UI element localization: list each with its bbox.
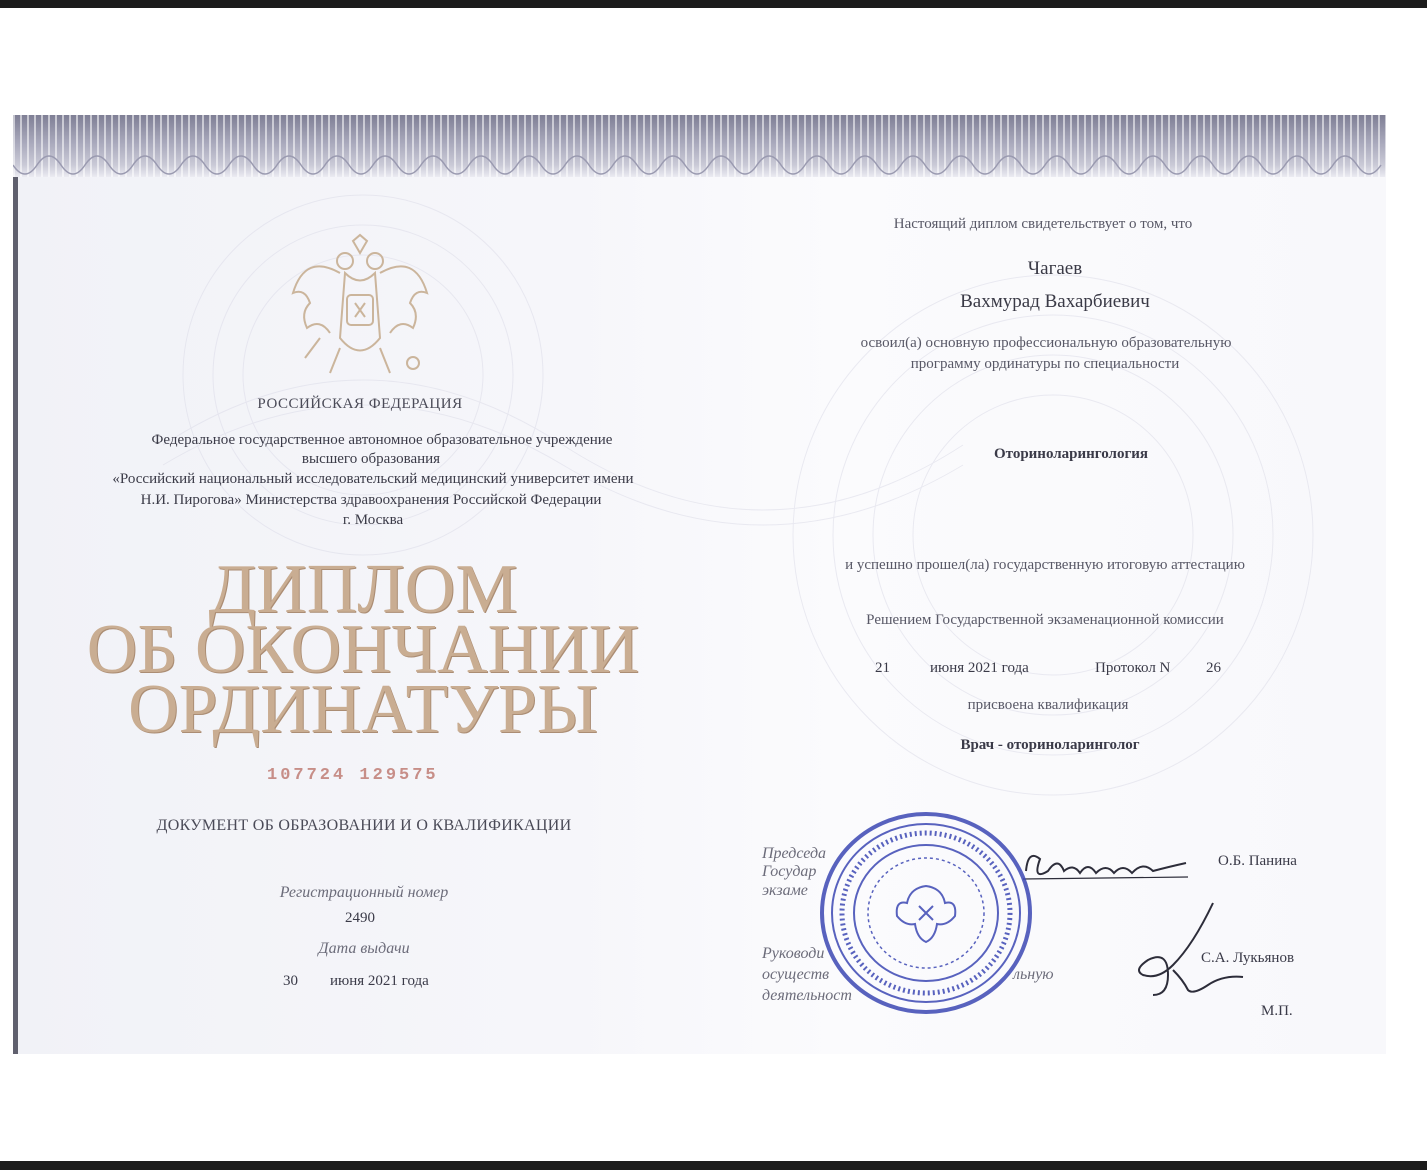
graduate-given-names: Вахмурад Вахарбиевич: [960, 291, 1150, 312]
issue-date-month-year: июня 2021 года: [330, 973, 429, 989]
head-title-line-2: осуществ: [762, 966, 830, 983]
institution-line-2: высшего образования: [301, 451, 441, 467]
attestation-text: и успешно прошел(ла) государственную итоговую аттестацию: [845, 557, 1245, 573]
institution-line-1: Федеральное государственное автономное образовательное учреждение: [151, 432, 613, 448]
bottom-dark-bar: [0, 1161, 1427, 1170]
institution-line-4: Н.И. Пирогова» Министерства здравоохранения Российской Федерации: [140, 492, 602, 508]
program-line-1: освоил(а) основную профессиональную образовательную: [860, 335, 1232, 351]
diploma-title-line-2: ОБ ОКОНЧАНИИ: [86, 611, 640, 688]
double-headed-eagle-emblem-icon: [285, 233, 435, 383]
protocol-number: 26: [1206, 660, 1221, 676]
specialty: Оториноларингология: [993, 446, 1149, 462]
program-line-2: программу ординатуры по специальности: [910, 356, 1180, 372]
chair-title-line-1: Председа: [762, 845, 827, 862]
chair-title-line-3: экзаме: [762, 882, 808, 899]
institution-line-3: «Российский национальный исследовательский медицинский университет имени: [112, 471, 634, 487]
registration-number: 2490: [345, 910, 375, 926]
qualification: Врач - оториноларинголог: [960, 737, 1140, 753]
registration-number-label: Регистрационный номер: [279, 884, 449, 901]
diploma-title-line-3: ОРДИНАТУРЫ: [128, 671, 598, 748]
serial-number: 107724 129575: [267, 766, 439, 785]
graduate-surname: Чагаев: [1027, 258, 1083, 279]
seal-place-label: М.П.: [1261, 1003, 1293, 1019]
decision-day: 21: [875, 660, 890, 676]
decision-month-year: июня 2021 года: [930, 660, 1029, 676]
head-name: С.А. Лукьянов: [1201, 950, 1295, 966]
head-title-line-1: Руководи: [762, 945, 825, 962]
country-name: РОССИЙСКАЯ ФЕДЕРАЦИЯ: [257, 396, 463, 412]
head-title-line-3: деятельност: [762, 987, 852, 1004]
frieze-wave-border: [13, 155, 1386, 185]
document-type: ДОКУМЕНТ ОБ ОБРАЗОВАНИИ И О КВАЛИФИКАЦИИ: [156, 817, 572, 834]
chair-name: О.Б. Панина: [1218, 853, 1297, 869]
diploma-title-line-1: ДИПЛОМ: [208, 551, 518, 628]
qualification-label: присвоена квалификация: [967, 697, 1129, 713]
chair-title-line-2: Государ: [762, 863, 817, 880]
official-round-stamp-icon: [815, 808, 1037, 1018]
issue-date-label: Дата выдачи: [318, 940, 410, 957]
top-dark-bar: [0, 0, 1427, 8]
head-title-tail: льную: [1013, 966, 1054, 983]
intro-text: Настоящий диплом свидетельствует о том, что: [893, 216, 1193, 232]
sheet-left-edge: [13, 175, 18, 1054]
institution-line-5: г. Москва: [342, 512, 404, 528]
issue-date-day: 30: [283, 973, 298, 989]
protocol-label: Протокол N: [1095, 660, 1171, 676]
commission-decision: Решением Государственной экзаменационной комиссии: [866, 612, 1224, 628]
head-signature-icon: [1113, 895, 1253, 1005]
diploma-sheet: [13, 115, 1386, 1054]
chair-signature-icon: [1018, 841, 1198, 891]
